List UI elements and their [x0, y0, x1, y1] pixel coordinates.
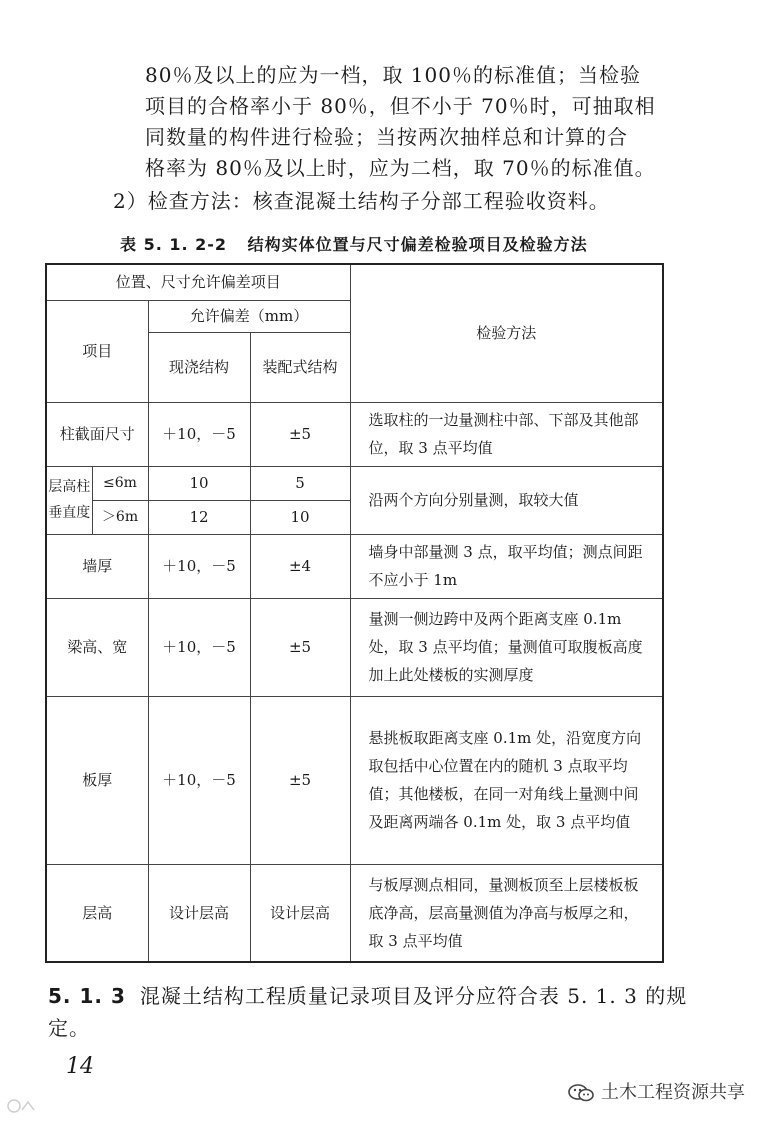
row-cast: 12: [148, 500, 250, 534]
row-item: 层高: [46, 864, 148, 962]
row-cast: ＋10，－5: [148, 598, 250, 696]
header-item: 项目: [46, 300, 148, 402]
row-method: 与板厚测点相同，量测板顶至上层楼板板底净高，层高量测值为净高与板厚之和，取 3 点平均值: [350, 864, 663, 962]
page-number: 14: [66, 1054, 94, 1079]
watermark: [567, 1078, 745, 1104]
intro-line: 格率为 80％及以上时，应为二档，取 70％的标准值。: [145, 156, 656, 180]
intro-paragraph: [145, 60, 685, 184]
row-cast: ＋10，－5: [148, 402, 250, 466]
vertical-sub-height: ≤6m: [92, 466, 148, 500]
table-caption-number: 表 5. 1. 2-2: [120, 235, 228, 254]
table-row: [46, 598, 663, 696]
row-prefab: 5: [250, 466, 350, 500]
row-item: 板厚: [46, 696, 148, 864]
table-row: [46, 402, 663, 466]
table-caption-title: 结构实体位置与尺寸偏差检验项目及检验方法: [247, 235, 588, 254]
row-prefab: ±5: [250, 598, 350, 696]
row-item: 柱截面尺寸: [46, 402, 148, 466]
row-prefab: ±5: [250, 696, 350, 864]
row-method: 沿两个方向分别量测，取较大值: [350, 466, 663, 534]
row-method: 量测一侧边跨中及两个距离支座 0.1m 处，取 3 点平均值；量测值可取腹板高度加上此处楼板的实测厚度: [350, 598, 663, 696]
header-group: 位置、尺寸允许偏差项目: [46, 264, 350, 300]
row-cast: ＋10，－5: [148, 534, 250, 598]
intro-line: 80％及以上的应为一档，取 100％的标准值；当检验: [145, 63, 641, 87]
row-method: 选取柱的一边量测柱中部、下部及其他部位，取 3 点平均值: [350, 402, 663, 466]
header-method: 检验方法: [350, 264, 663, 402]
vertical-sub-height: ＞6m: [92, 500, 148, 534]
header-prefab: 装配式结构: [250, 332, 350, 402]
intro-line: 同数量的构件进行检验；当按两次抽样总和计算的合: [145, 125, 628, 149]
row-prefab: 10: [250, 500, 350, 534]
check-method: 2）检查方法：核查混凝土结构子分部工程验收资料。: [113, 189, 610, 213]
row-prefab: ±4: [250, 534, 350, 598]
table-row: [46, 696, 663, 864]
table-row: [46, 864, 663, 962]
table-header-row: [46, 264, 663, 300]
vertical-item-line: 层高柱: [48, 479, 91, 495]
section-5-1-3: [48, 980, 688, 1044]
row-item: 墙厚: [46, 534, 148, 598]
header-tolerance: 允许偏差（mm）: [148, 300, 350, 332]
watermark-text: 土木工程资源共享: [601, 1082, 745, 1103]
row-cast: 10: [148, 466, 250, 500]
table-row: [46, 534, 663, 598]
table-row: [46, 466, 663, 500]
row-method: 墙身中部量测 3 点，取平均值；测点间距不应小于 1m: [350, 534, 663, 598]
deviation-table: [45, 263, 664, 963]
header-cast: 现浇结构: [148, 332, 250, 402]
vertical-item: [46, 466, 92, 534]
row-cast: ＋10，－5: [148, 696, 250, 864]
wechat-icon: [567, 1083, 595, 1103]
row-cast: 设计层高: [148, 864, 250, 962]
vertical-item-line: 垂直度: [48, 505, 91, 521]
row-prefab: 设计层高: [250, 864, 350, 962]
section-number: 5. 1. 3: [48, 984, 126, 1008]
corner-mark: [6, 1098, 36, 1118]
row-prefab: ±5: [250, 402, 350, 466]
table-caption: [120, 232, 588, 255]
corner-mark-icon: [6, 1098, 36, 1114]
section-text: 混凝土结构工程质量记录项目及评分应符合表 5. 1. 3 的规定。: [48, 984, 688, 1040]
row-item: 梁高、宽: [46, 598, 148, 696]
intro-line: 项目的合格率小于 80％，但不小于 70％时，可抽取相: [145, 94, 656, 118]
row-method: 悬挑板取距离支座 0.1m 处，沿宽度方向取包括中心位置在内的随机 3 点取平均值；其他楼板，在同一对角线上量测中间及距离两端各 0.1m 处，取 3 点平均值: [350, 696, 663, 864]
